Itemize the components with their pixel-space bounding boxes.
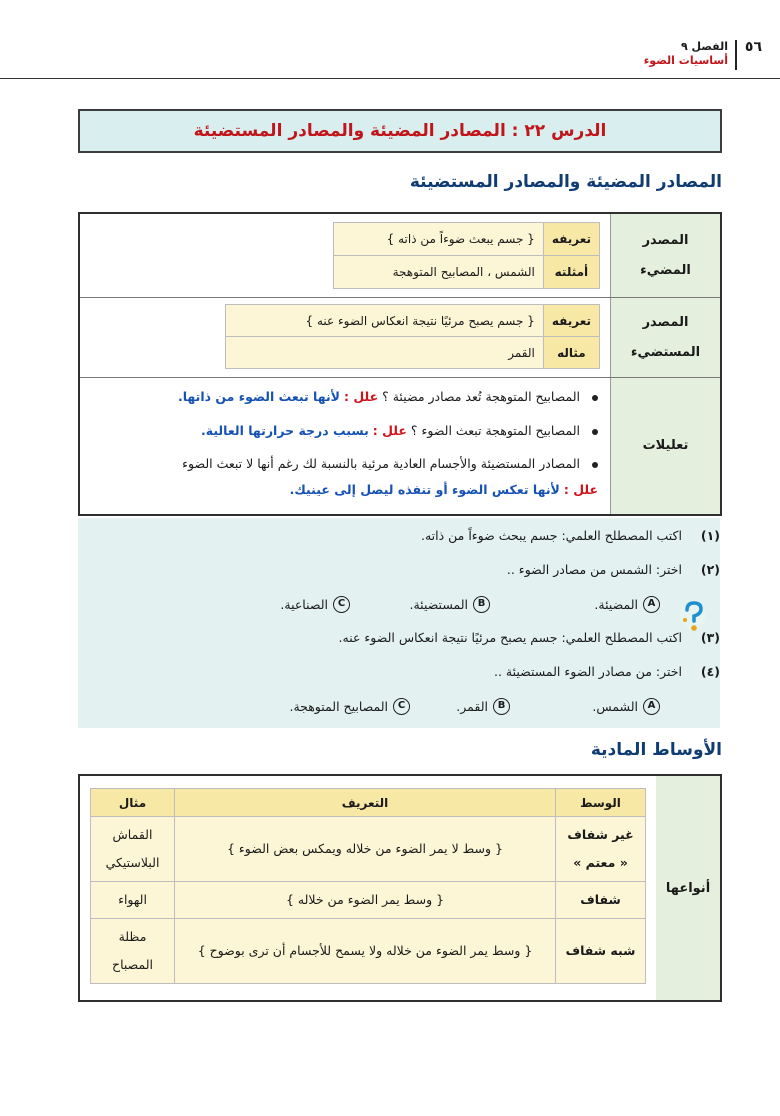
section-title-media: الأوساط المادية [590, 740, 722, 760]
page-number: ٥٦ [735, 40, 762, 70]
reason-item: المصابيح المتوهجة تُعد مصادر مضيئة ؟ علل : لأنها تبعث الضوء من ذاتها. [86, 380, 598, 414]
chapter-label: الفصل ٩ [680, 40, 728, 53]
illuminated-def-value: { جسم يصبح مرئيًا نتيجة انعكاس الضوء عنه } [225, 305, 543, 337]
q2-option-a[interactable]: A المضيئة. [594, 596, 660, 613]
q4-option-a[interactable]: A الشمس. [592, 698, 660, 715]
section-title-sources: المصادر المضيئة والمصادر المستضيئة [409, 172, 722, 192]
media-box [78, 774, 722, 1002]
question-3: (٣)اكتب المصطلح العلمي: جسم يصبح مرئيًا نتيجة انعكاس الضوء عنه. [338, 630, 720, 645]
media-table [90, 788, 646, 984]
question-2: (٢)اختر: الشمس من مصادر الضوء .. [506, 562, 720, 577]
question-1: (١)اكتب المصطلح العلمي: جسم يبحث ضوءاً من ذاته. [420, 528, 720, 543]
illuminated-table [225, 304, 600, 369]
illuminated-def-key: تعريفه [543, 305, 599, 337]
table-row: غير شفاف « معتم » { وسط لا يمر الضوء من خلاله ويمكس بعض الضوء } القماش البلاستيكي [91, 817, 646, 882]
question-4: (٤)اختر: من مصادر الضوء المستضيئة .. [493, 664, 720, 679]
reason-item: المصابيح المتوهجة تبعث الضوء ؟ علل : بسبب درجة حرارتها العالية. [86, 414, 598, 448]
header-rule [0, 78, 780, 79]
page-header [18, 40, 762, 82]
illuminated-ex-value: القمر [225, 337, 543, 369]
col-header-definition: التعريف [175, 789, 556, 817]
col-header-example: مثال [91, 789, 175, 817]
q2-option-b[interactable]: B المستضيئة. [410, 596, 491, 613]
luminous-table [333, 222, 600, 289]
illuminated-row [80, 298, 720, 378]
bullet-icon [592, 395, 598, 401]
question-mark-icon [678, 598, 708, 634]
q2-option-c[interactable]: C الصناعية. [280, 596, 350, 613]
illuminated-label: المصدر المستضيء [610, 298, 720, 377]
luminous-ex-value: الشمس ، المصابيح المتوهجة [333, 256, 543, 289]
luminous-def-value: { جسم يبعث ضوءاً من ذاته } [333, 223, 543, 256]
table-row: شفاف { وسط يمر الضوء من خلاله } الهواء [91, 882, 646, 919]
reasons-label: تعليلات [610, 378, 720, 514]
reason-item: المصادر المستضيئة والأجسام العادية مرئية بالنسبة لك رغم أنها لا تبعث الضوء علل : لأنها تعكس الضوء أو تنفذه ليصل إلى عينيك. [182, 456, 598, 497]
luminous-def-key: تعريفه [543, 223, 599, 256]
luminous-row [80, 214, 720, 298]
media-types-label: أنواعها [656, 776, 720, 1000]
sources-box [78, 212, 722, 516]
table-row: شبه شفاف { وسط يمر الضوء من خلاله ولا يسمح للأجسام أن ترى بوضوح } مظلة المصباح [91, 919, 646, 984]
lesson-title: الدرس ٢٢ : المصادر المضيئة والمصادر المستضيئة [78, 109, 722, 153]
chapter-heading [644, 40, 728, 68]
luminous-ex-key: أمثلته [543, 256, 599, 289]
reasons-row [80, 378, 720, 514]
reasons-list [80, 378, 610, 514]
bullet-icon [592, 429, 598, 435]
q4-option-c[interactable]: C المصابيح المتوهجة. [289, 698, 410, 715]
luminous-label: المصدر المضيء [610, 214, 720, 297]
illuminated-ex-key: مثاله [543, 337, 599, 369]
bullet-icon [592, 462, 598, 468]
chapter-subtitle: أساسيات الضوء [643, 54, 728, 67]
q4-option-b[interactable]: B القمر. [456, 698, 510, 715]
col-header-medium: الوسط [556, 789, 646, 817]
questions-box [78, 518, 720, 728]
